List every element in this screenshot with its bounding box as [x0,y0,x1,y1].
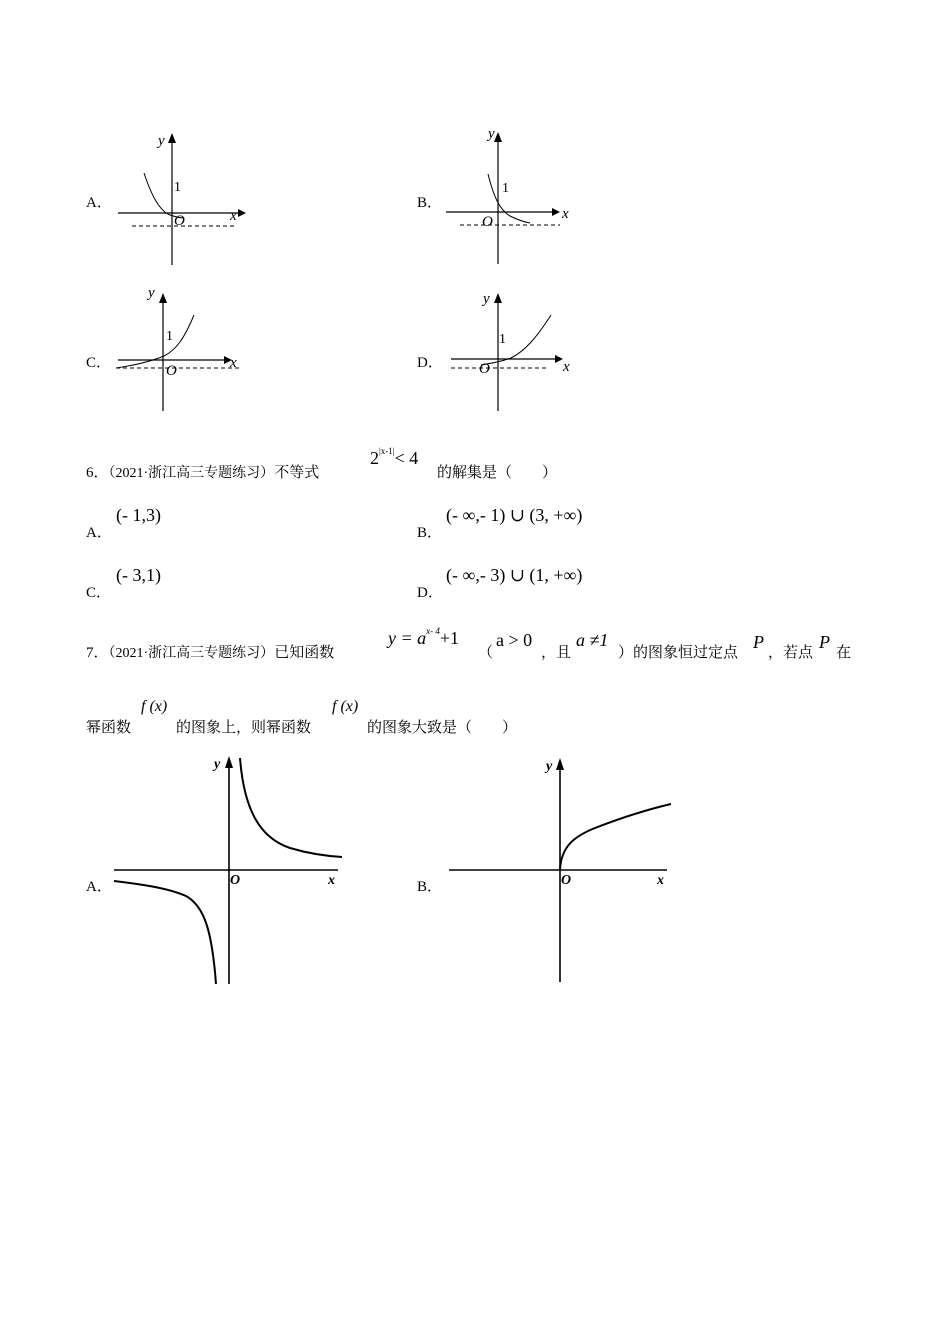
q5-option-d-graph[interactable] [445,287,585,417]
q6-option-d-value[interactable]: (- ∞,- 3) ∪ (1, +∞) [446,565,583,585]
q6-text-after: 的解集是（ ） [437,465,558,481]
q5-b-y-label: y [488,126,495,142]
q7-point2: P [819,632,830,652]
q7-line2-t3: 的图象大致是（ ） [367,720,518,736]
q5-d-y-label: y [483,291,490,307]
q5-option-c-graph[interactable] [110,283,250,418]
q6-option-b-value[interactable]: (- ∞,- 1) ∪ (3, +∞) [446,505,583,525]
q5-option-d-label[interactable]: D． [417,355,443,371]
q7-line2-t2: 的图象上，则幂函数 [176,720,312,736]
q7-function [388,628,459,649]
q6-expr-base: 2 [370,448,379,468]
q7-option-b-graph[interactable] [445,750,675,990]
q5-b-origin: O [482,214,493,230]
q6-stem [86,461,319,482]
q6-number: 6． [86,465,109,481]
q7-cond2: a ≠1 [576,630,609,650]
q7-a-origin: O [230,873,241,888]
q7-paren-open: （ [478,645,494,661]
q5-b-one: 1 [502,181,509,196]
q5-a-x-label: x [230,208,237,224]
q5-b-x-label: x [562,206,569,222]
q7-t4: 在 [836,645,852,661]
q5-c-x-label: x [230,355,237,371]
q7-t3: ，若点 [768,645,814,661]
q7-point: P [753,632,764,652]
q5-d-origin: O [479,361,490,377]
q7-option-a-label[interactable]: A． [86,879,112,895]
q5-d-one: 1 [499,332,506,347]
q6-option-c-label[interactable]: C． [86,585,112,601]
q7-func-exp: x- 4 [426,626,440,636]
q7-a-y-label: y [214,757,221,772]
q6-source: （2021·浙江高三专题练习） [108,466,275,481]
q6-expr-rest: < 4 [394,448,419,468]
q7-line2-t1: 幂函数 [86,720,132,736]
q5-option-a-label[interactable]: A． [86,195,112,211]
q7-a-x-label: x [328,873,335,888]
q6-option-c-value[interactable]: (- 3,1) [116,565,161,585]
q5-d-x-label: x [563,359,570,375]
q7-b-y-label: y [546,759,553,774]
q7-option-a-graph[interactable] [110,750,350,990]
q6-option-b-label[interactable]: B． [417,525,443,541]
q7-b-origin: O [561,873,572,888]
q5-a-one: 1 [174,180,181,195]
q6-option-a-label[interactable]: A． [86,525,112,541]
q5-option-c-label[interactable]: C． [86,355,112,371]
q6-text-before: 不等式 [274,465,320,481]
q6-option-a-value[interactable]: (- 1,3) [116,505,161,525]
q5-c-one: 1 [166,329,173,344]
q7-number: 7． [86,645,109,661]
q7-option-b-label[interactable]: B． [417,879,443,895]
q7-fx: f (x) [141,698,168,715]
q7-t1: 已知函数 [274,645,335,661]
q5-a-origin: O [174,213,185,229]
q7-func-rest: +1 [439,628,460,648]
q5-c-y-label: y [148,285,155,301]
q7-comma-and: ，且 [541,645,572,661]
q6-option-d-label[interactable]: D． [417,585,443,601]
q7-b-x-label: x [657,873,664,888]
q5-option-a-graph[interactable] [110,125,250,270]
q5-a-y-label: y [158,133,165,149]
q7-func-y: y = a [388,628,427,648]
q5-option-b-label[interactable]: B． [417,195,443,211]
q7-source: （2021·浙江高三专题练习） [108,646,275,661]
q7-cond1: a > 0 [496,630,533,650]
q7-t2: ）的图象恒过定点 [618,645,739,661]
q5-option-b-graph[interactable] [440,122,580,267]
q5-c-origin: O [166,363,177,379]
q6-expr-exp: |x-1| [379,446,395,456]
q7-fx2: f (x) [332,698,359,715]
q6-expression [370,448,418,469]
q7-stem-line1-start [86,641,334,662]
